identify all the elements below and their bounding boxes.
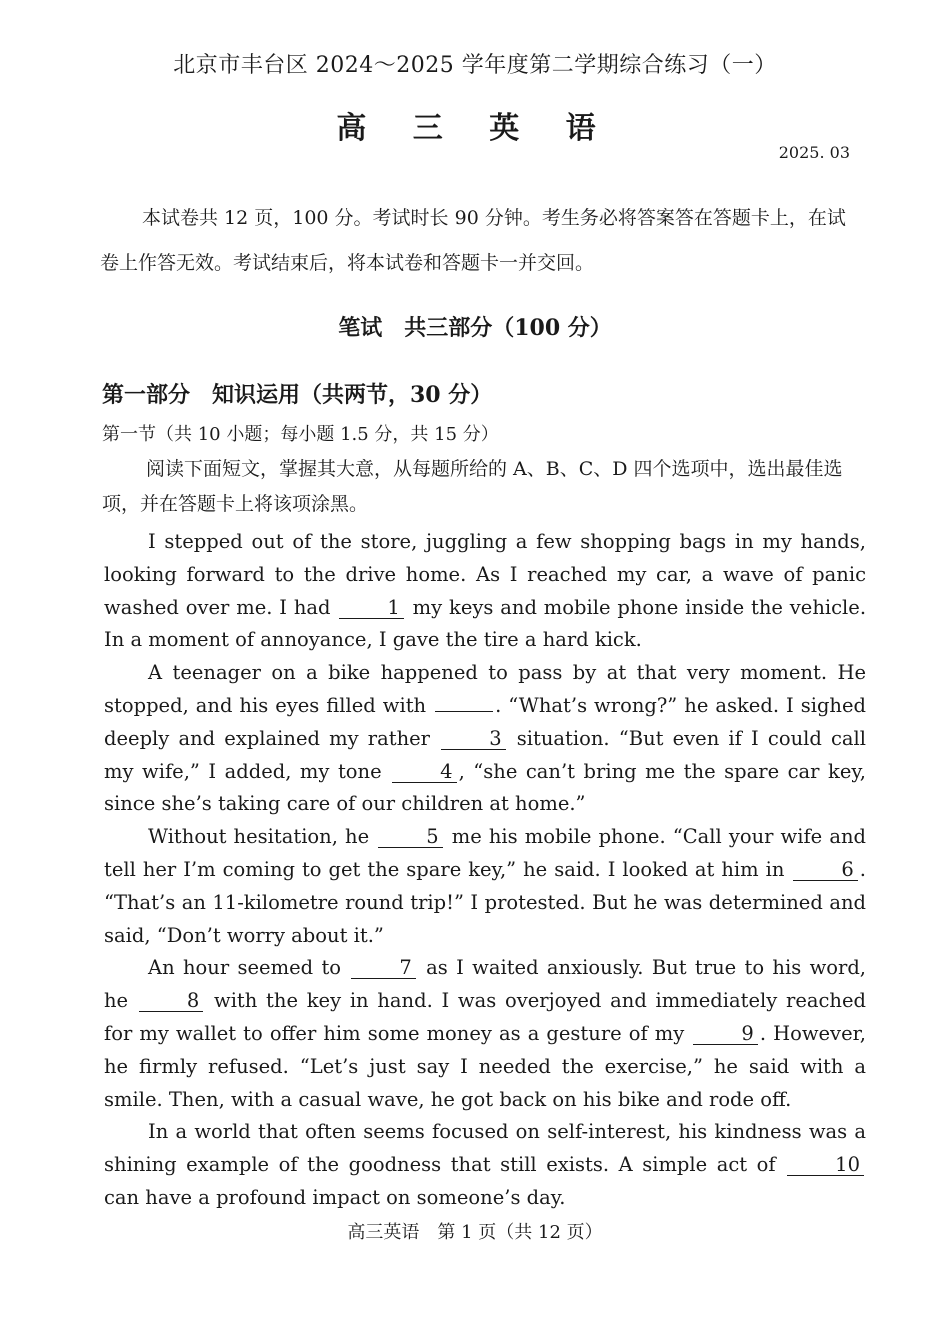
passage-paragraph bbox=[104, 952, 866, 1116]
passage-paragraph bbox=[104, 657, 866, 821]
page-footer: 高三英语 第 1 页（共 12 页） bbox=[347, 1222, 603, 1243]
passage-text: as I waited anxiously. But true to his word, he bbox=[104, 956, 867, 1013]
passage-text: , “she can’t bring me the spare car key, since she’s taking care of our children at home.” bbox=[104, 759, 866, 816]
exam-instructions: 本试卷共 12 页，100 分。考试时长 90 分钟。考生务必将答案答在答题卡上，在试卷上作答无效。考试结束后，将本试卷和答题卡一并交回。 bbox=[100, 207, 846, 274]
passage-paragraph bbox=[104, 1116, 866, 1214]
passage-text: . “What’s wrong?” he asked. I sighed deeply and explained my rather bbox=[104, 693, 867, 750]
blank-10: 10 bbox=[787, 1155, 864, 1176]
subsection-heading: 第一节（共 10 小题；每小题 1.5 分，共 15 分） bbox=[102, 424, 499, 445]
blank-3: 3 bbox=[441, 729, 505, 750]
blank-4: 4 bbox=[392, 762, 456, 783]
exam-title: 北京市丰台区 2024～2025 学年度第二学期综合练习（一） bbox=[173, 53, 777, 78]
passage-paragraph bbox=[104, 526, 866, 657]
blank-9: 9 bbox=[693, 1024, 757, 1045]
passage-text: I stepped out of the store, juggling a few shopping bags in my hands, looking forward to the drive home. As I reached my car, a wave of panic washed over me. I had bbox=[104, 530, 866, 619]
passage-text: my keys and mobile phone inside the vehicle. In a moment of annoyance, I gave the tire a hard kick. bbox=[104, 595, 867, 652]
passage-text: me his mobile phone. “Call your wife and tell her I’m coming to get the spare key,” he said. I looked at him in bbox=[104, 825, 866, 881]
passage-text: Without hesitation, he bbox=[148, 825, 370, 849]
subject-title: 高 三 英 语 bbox=[336, 111, 614, 146]
blank-1: 1 bbox=[339, 598, 403, 619]
passage-text: can have a profound impact on someone’s day. bbox=[104, 1185, 566, 1209]
passage-text: situation. “But even if I could call my wife,” I added, my tone bbox=[104, 726, 867, 783]
cloze-passage bbox=[104, 526, 866, 1215]
section-directions: 阅读下面短文，掌握其大意，从每题所给的 A、B、C、D 四个选项中，选出最佳选项，并在答题卡上将该项涂黑。 bbox=[102, 458, 843, 515]
exam-date: 2025. 03 bbox=[778, 143, 850, 162]
passage-text: with the key in hand. I was overjoyed and immediately reached for my wallet to offer him some money as a gesture of my bbox=[104, 989, 866, 1045]
blank-6: 6 bbox=[793, 860, 857, 881]
passage-text: In a world that often seems focused on self-interest, his kindness was a shining example of the goodness that still exists. A simple act of bbox=[104, 1120, 866, 1177]
section-heading: 笔试 共三部分（100 分） bbox=[338, 315, 612, 341]
passage-text: . However, he firmly refused. “Let’s just say I needed the exercise,” he said with a smile. Then, with a casual wave, he got back on his bike and rode off. bbox=[104, 1021, 866, 1111]
passage-paragraph bbox=[104, 821, 866, 952]
blank-2 bbox=[435, 711, 493, 712]
passage-text: . “That’s an 11-kilometre round trip!” I protested. But he was determined and said, “Don’t worry about it.” bbox=[104, 857, 866, 947]
passage-text: An hour seemed to bbox=[148, 956, 342, 980]
part-one-heading: 第一部分 知识运用（共两节，30 分） bbox=[102, 382, 493, 408]
blank-8: 8 bbox=[139, 991, 203, 1012]
blank-5: 5 bbox=[378, 827, 442, 848]
blank-7: 7 bbox=[351, 958, 415, 979]
passage-text: A teenager on a bike happened to pass by at that very moment. He stopped, and his eyes filled with bbox=[104, 661, 866, 717]
